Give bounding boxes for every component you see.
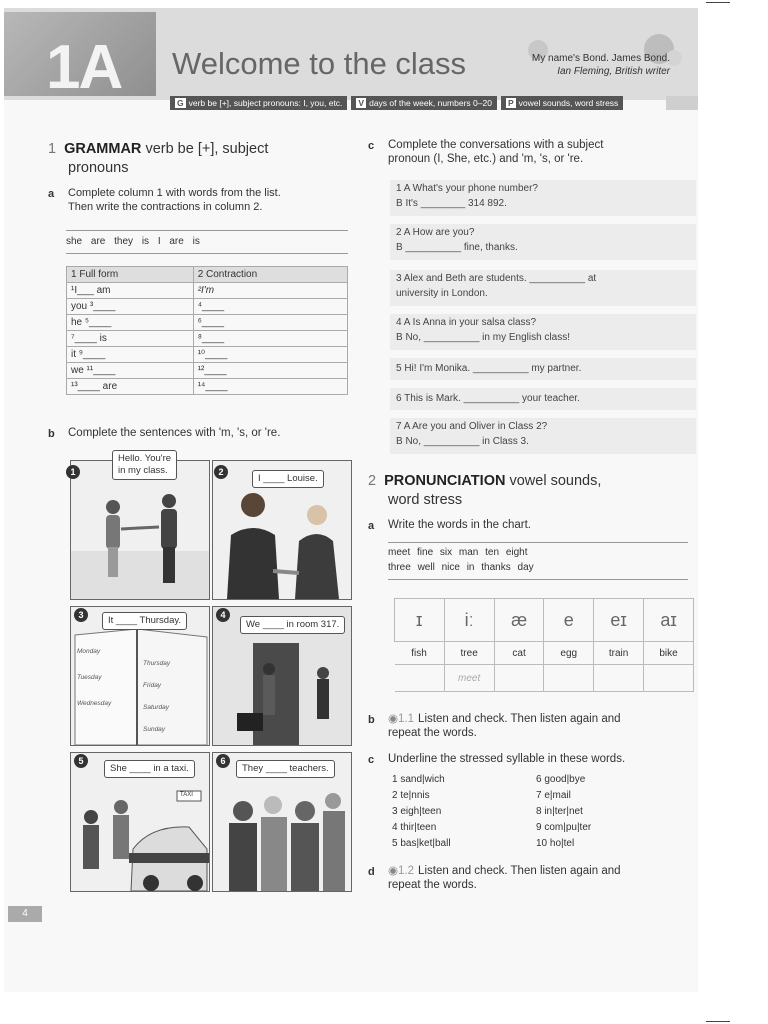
table-row [67,299,348,315]
full-form-cell[interactable]: it ⁹____ [67,347,194,363]
table-row [67,315,348,331]
pronunciation-a-instruction: Write the words in the chart. [388,519,531,531]
full-form-cell[interactable]: he ⁵____ [67,315,194,331]
pronunciation-heading-line2: word stress [388,492,463,508]
full-form-cell[interactable]: ¹I___ am [67,283,194,299]
speech-bubble: She ____ in a taxi. [104,760,195,778]
sound-icon-row [395,599,694,642]
unit-number-block [4,12,156,102]
table-row [67,379,348,395]
table-row [67,331,348,347]
unit-focus-bar [170,96,623,110]
grammar-heading: 1 GRAMMAR verb be [+], subject [48,141,269,157]
sound-word: fish [395,642,445,665]
unit-quote [532,52,670,78]
audio-track: 1.2 [398,865,415,877]
answer-cell[interactable] [594,665,644,692]
pronunciation-heading: 2 PRONUNCIATION vowel sounds, [368,473,602,489]
diary-left-page: Monday Tuesday Wednesday [77,648,112,707]
exercise-letter-c: c [368,754,375,766]
contraction-cell[interactable]: ⁴____ [193,299,347,315]
full-form-cell[interactable]: ¹³____ are [67,379,194,395]
exercise-letter-b: b [48,428,55,440]
column-header: 1 Full form [67,267,194,283]
speech-bubble: I ____ Louise. [252,470,324,488]
speech-bubble: It ____ Thursday. [102,612,187,630]
quote-text: My name's Bond. James Bond. [531,53,670,64]
fish-sound-icon: ɪ [395,599,445,642]
answer-cell[interactable]: meet [444,665,494,692]
sound-word: tree [444,642,494,665]
exercise-letter-a: a [48,188,55,200]
panel-number: 4 [216,608,230,622]
word-list: she are they is I are is [66,230,348,254]
exercise-letter-a: a [368,520,375,532]
diary-right-page: Thursday Friday Saturday Sunday [143,660,171,733]
grammar-b-instruction: Complete the sentences with 'm, 's, or 're. [68,427,281,439]
sound-word: bike [644,642,694,665]
conversation-item: 2 A How are you? B __________ fine, thanks. [390,224,696,260]
contraction-cell[interactable]: ¹⁰____ [193,347,347,363]
tree-sound-icon: iː [444,599,494,642]
egg-sound-icon: e [544,599,594,642]
exercise-letter-c: c [368,140,375,152]
pronunciation-tag: P vowel sounds, word stress [501,96,623,110]
table-row [67,347,348,363]
pronunciation-b-instruction: ◉1.1 Listen and check. Then listen again and repeat the words. [388,713,621,739]
conversation-item: 5 Hi! I'm Monika. __________ my partner. [390,358,696,380]
contraction-cell[interactable]: ¹²____ [193,363,347,379]
grammar-tag: G verb be [+], subject pronouns: I, you, etc. [170,96,347,110]
contraction-table [66,266,348,395]
speech-bubble: We ____ in room 317. [240,616,345,634]
table-row [67,363,348,379]
answer-cell[interactable] [644,665,694,692]
speech-bubble: They ____ teachers. [236,760,335,778]
pronunciation-c-instruction: Underline the stressed syllable in these words. [388,753,626,765]
vowel-sound-chart [394,598,694,692]
vocabulary-tag: V days of the week, numbers 0–20 [351,96,497,110]
answer-row [395,665,694,692]
sound-word-row [395,642,694,665]
office-handshake-illustration [71,461,209,599]
audio-icon[interactable]: ◉ [388,713,399,725]
speech-bubble: Hello. You're in my class. [112,450,177,480]
tag-bar-tail [666,96,698,110]
sound-word: train [594,642,644,665]
contraction-cell[interactable]: ¹⁴____ [193,379,347,395]
stress-words-right: 6 good|bye 7 e|mail 8 in|ter|net 9 com|pu|ter 10 ho|tel [536,774,592,849]
audio-icon[interactable]: ◉ [388,865,399,877]
audio-track: 1.1 [398,713,415,725]
conversations-instruction: Complete the conversations with a subject pronoun (I, She, etc.) and 'm, 's, or 're. [388,139,604,165]
column-header: 2 Contraction [193,267,347,283]
answer-cell[interactable] [395,665,445,692]
exercise-letter-b: b [368,714,375,726]
panel-number: 6 [216,754,230,768]
conversation-item: 3 Alex and Beth are students. __________ at university in London. [390,270,696,306]
taxi-sign: TAXI [180,792,193,798]
full-form-cell[interactable]: you ³____ [67,299,194,315]
train-sound-icon: eɪ [594,599,644,642]
conversation-item: 6 This is Mark. __________ your teacher. [390,388,696,410]
table-header-row [67,267,348,283]
comic-panel-1 [70,460,210,600]
pronunciation-word-list: meet fine six man ten eight three well nice in thanks day [388,542,688,580]
stress-words-left: 1 sand|wich 2 te|nnis 3 eigh|teen 4 thir|teen 5 bas|ket|ball [392,774,451,849]
contraction-cell[interactable]: ⁸____ [193,331,347,347]
table-row [67,283,348,299]
panel-number: 1 [66,465,80,479]
grammar-heading-line2: pronouns [68,160,129,176]
page-number: 4 [8,906,42,922]
cat-sound-icon: æ [494,599,544,642]
workbook-page [4,8,698,992]
panel-number: 3 [74,608,88,622]
unit-title: Welcome to the class [172,46,467,81]
bike-sound-icon: aɪ [644,599,694,642]
contraction-cell[interactable]: ²I'm [193,283,347,299]
quote-author: Ian Fleming, British writer [557,66,670,77]
unit-number: 1A [46,33,122,102]
crop-mark [706,2,730,3]
conversation-item: 1 A What's your phone number? B It's ________ 314 892. [390,180,696,216]
sound-word: cat [494,642,544,665]
sound-word: egg [544,642,594,665]
pronunciation-d-instruction: ◉1.2 Listen and check. Then listen again and repeat the words. [388,865,621,891]
panel-number: 2 [214,465,228,479]
full-form-cell[interactable]: we ¹¹____ [67,363,194,379]
grammar-a-instruction: Complete column 1 with words from the list. Then write the contractions in column 2. [68,187,281,213]
full-form-cell[interactable]: ⁷____ is [67,331,194,347]
panel-number: 5 [74,754,88,768]
contraction-cell[interactable]: ⁶____ [193,315,347,331]
exercise-letter-d: d [368,866,375,878]
crop-mark [706,1021,730,1022]
answer-cell[interactable] [494,665,544,692]
conversation-item: 4 A Is Anna in your salsa class? B No, __________ in my English class! [390,314,696,350]
conversation-item: 7 A Are you and Oliver in Class 2? B No, __________ in Class 3. [390,418,696,454]
answer-cell[interactable] [544,665,594,692]
